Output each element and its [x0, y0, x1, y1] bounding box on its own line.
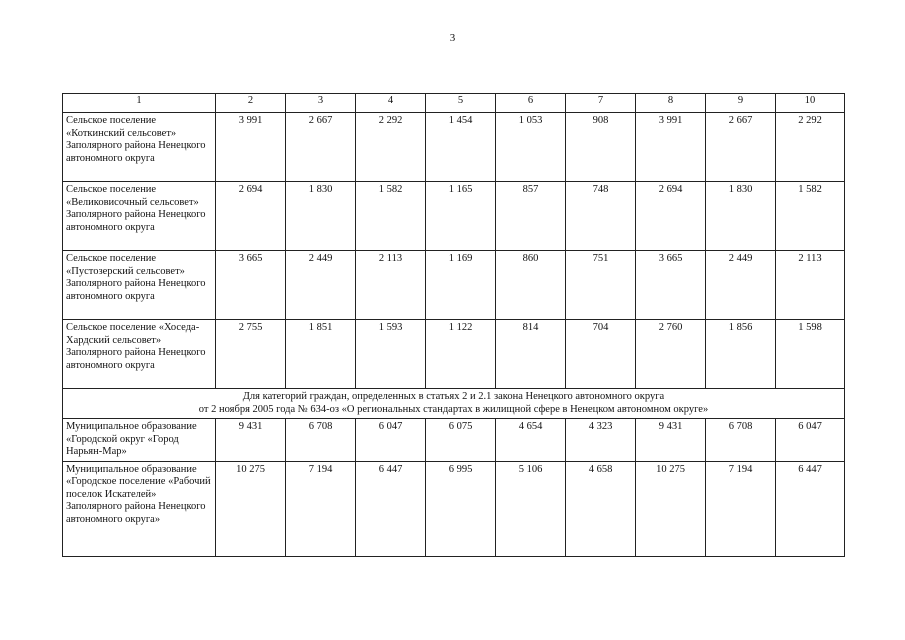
value-cell: 6 708 — [286, 419, 356, 462]
table-row — [63, 419, 845, 462]
value-cell: 6 708 — [706, 419, 776, 462]
value-cell: 1 053 — [496, 113, 566, 182]
value-cell: 1 851 — [286, 320, 356, 389]
value-cell: 2 694 — [216, 182, 286, 251]
header-row — [63, 94, 845, 113]
table-row — [63, 113, 845, 182]
value-cell: 6 047 — [356, 419, 426, 462]
value-cell: 4 658 — [566, 461, 636, 556]
value-cell: 9 431 — [216, 419, 286, 462]
table-row — [63, 182, 845, 251]
column-header: 6 — [496, 94, 566, 113]
section-header-line-2: от 2 ноября 2005 года № 634-оз «О региональных стандартах в жилищной сфере в Ненецком автономном округе» — [198, 403, 709, 415]
value-cell: 2 292 — [776, 113, 845, 182]
value-cell: 1 122 — [426, 320, 496, 389]
column-header: 5 — [426, 94, 496, 113]
value-cell: 3 991 — [216, 113, 286, 182]
value-cell: 6 075 — [426, 419, 496, 462]
section-header-row — [63, 389, 845, 419]
value-cell: 2 760 — [636, 320, 706, 389]
value-cell: 4 654 — [496, 419, 566, 462]
value-cell: 6 995 — [426, 461, 496, 556]
value-cell: 2 449 — [706, 251, 776, 320]
value-cell: 857 — [496, 182, 566, 251]
column-header: 2 — [216, 94, 286, 113]
value-cell: 5 106 — [496, 461, 566, 556]
settlement-name: Сельское поселение «Хоседа-Хардский сельсовет» Заполярного района Ненецкого автономного округа — [63, 320, 216, 389]
settlement-name: Сельское поселение «Пустозерский сельсовет» Заполярного района Ненецкого автономного округа — [63, 251, 216, 320]
value-cell: 1 582 — [776, 182, 845, 251]
section-header-line-1: Для категорий граждан, определенных в статьях 2 и 2.1 закона Ненецкого автономного округа — [242, 391, 665, 402]
value-cell: 6 447 — [356, 461, 426, 556]
value-cell: 2 449 — [286, 251, 356, 320]
value-cell: 3 665 — [636, 251, 706, 320]
value-cell: 3 991 — [636, 113, 706, 182]
section-header — [63, 389, 845, 419]
value-cell: 2 755 — [216, 320, 286, 389]
value-cell: 4 323 — [566, 419, 636, 462]
value-cell: 6 447 — [776, 461, 845, 556]
value-cell: 7 194 — [286, 461, 356, 556]
value-cell: 1 454 — [426, 113, 496, 182]
value-cell: 2 113 — [356, 251, 426, 320]
value-cell: 2 113 — [776, 251, 845, 320]
value-cell: 1 165 — [426, 182, 496, 251]
data-table — [62, 93, 845, 557]
value-cell: 1 856 — [706, 320, 776, 389]
page-number: 3 — [449, 32, 456, 44]
table-row — [63, 461, 845, 556]
column-header: 9 — [706, 94, 776, 113]
value-cell: 1 582 — [356, 182, 426, 251]
value-cell: 6 047 — [776, 419, 845, 462]
value-cell: 704 — [566, 320, 636, 389]
value-cell: 1 169 — [426, 251, 496, 320]
value-cell: 748 — [566, 182, 636, 251]
value-cell: 2 667 — [706, 113, 776, 182]
value-cell: 908 — [566, 113, 636, 182]
value-cell: 814 — [496, 320, 566, 389]
value-cell: 1 593 — [356, 320, 426, 389]
column-header: 10 — [776, 94, 845, 113]
value-cell: 1 830 — [706, 182, 776, 251]
column-header: 1 — [63, 94, 216, 113]
value-cell: 751 — [566, 251, 636, 320]
value-cell: 9 431 — [636, 419, 706, 462]
value-cell: 2 667 — [286, 113, 356, 182]
column-header: 3 — [286, 94, 356, 113]
municipality-name: Муниципальное образование «Городской округ «Город Нарьян-Мар» — [63, 419, 216, 462]
table-row — [63, 320, 845, 389]
column-header: 7 — [566, 94, 636, 113]
column-header: 4 — [356, 94, 426, 113]
settlement-name: Сельское поселение «Великовисочный сельсовет» Заполярного района Ненецкого автономного округа — [63, 182, 216, 251]
municipality-name: Муниципальное образование «Городское поселение «Рабочий поселок Искателей» Заполярного района Ненецкого автономного округа» — [63, 461, 216, 556]
value-cell: 3 665 — [216, 251, 286, 320]
value-cell: 10 275 — [216, 461, 286, 556]
column-header: 8 — [636, 94, 706, 113]
value-cell: 1 598 — [776, 320, 845, 389]
value-cell: 1 830 — [286, 182, 356, 251]
table-row — [63, 251, 845, 320]
value-cell: 2 694 — [636, 182, 706, 251]
value-cell: 10 275 — [636, 461, 706, 556]
value-cell: 860 — [496, 251, 566, 320]
settlement-name: Сельское поселение «Коткинский сельсовет» Заполярного района Ненецкого автономного округа — [63, 113, 216, 182]
value-cell: 2 292 — [356, 113, 426, 182]
value-cell: 7 194 — [706, 461, 776, 556]
